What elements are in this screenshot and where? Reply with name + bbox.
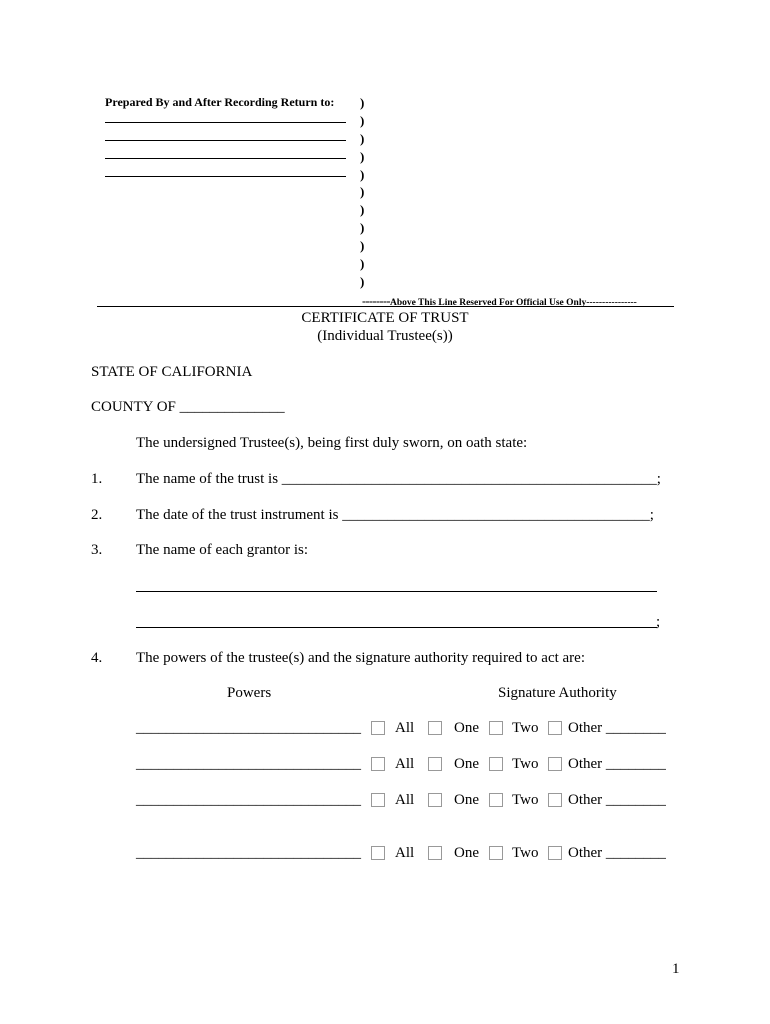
all-label: All	[395, 756, 415, 772]
paren-mark: )	[360, 95, 365, 110]
one-checkbox[interactable]	[428, 846, 442, 860]
paren-mark: )	[360, 238, 365, 253]
official-use-dashes-right: ----------------	[586, 298, 637, 308]
item-number: 1.	[91, 471, 103, 487]
signature-authority-header: Signature Authority	[498, 685, 617, 701]
return-address-line-2[interactable]	[105, 140, 346, 141]
return-address-line-1[interactable]	[105, 122, 346, 123]
paren-mark: )	[360, 202, 365, 217]
grantor-line-end: ;	[656, 614, 661, 630]
power-field[interactable]: ______________________________	[136, 720, 361, 736]
other-checkbox[interactable]	[548, 721, 562, 735]
prepared-by-label: Prepared By and After Recording Return to:	[105, 95, 335, 109]
paren-mark: )	[360, 184, 365, 199]
two-checkbox[interactable]	[489, 793, 503, 807]
all-label: All	[395, 845, 415, 861]
one-label: One	[454, 756, 479, 772]
paren-mark: )	[360, 149, 365, 164]
official-use-dashes-left: --------	[362, 294, 390, 308]
two-label: Two	[512, 845, 539, 861]
oath-statement: The undersigned Trustee(s), being first duly sworn, on oath state:	[136, 435, 528, 451]
all-checkbox[interactable]	[371, 793, 385, 807]
two-checkbox[interactable]	[489, 846, 503, 860]
item-number: 4.	[91, 650, 103, 666]
two-label: Two	[512, 792, 539, 808]
other-field[interactable]: Other ________	[568, 845, 666, 861]
paren-mark: )	[360, 113, 365, 128]
other-field[interactable]: Other ________	[568, 720, 666, 736]
other-checkbox[interactable]	[548, 846, 562, 860]
two-label: Two	[512, 720, 539, 736]
power-field[interactable]: ______________________________	[136, 792, 361, 808]
two-checkbox[interactable]	[489, 721, 503, 735]
paren-mark: )	[360, 256, 365, 271]
document-subtitle: (Individual Trustee(s))	[317, 328, 453, 344]
one-checkbox[interactable]	[428, 721, 442, 735]
powers-statement: The powers of the trustee(s) and the signature authority required to act are:	[136, 650, 585, 666]
paren-mark: )	[360, 220, 365, 235]
item-number: 3.	[91, 542, 103, 558]
all-checkbox[interactable]	[371, 757, 385, 771]
two-label: Two	[512, 756, 539, 772]
return-address-line-4[interactable]	[105, 176, 346, 177]
all-checkbox[interactable]	[371, 846, 385, 860]
official-use-divider	[97, 306, 674, 307]
other-checkbox[interactable]	[548, 757, 562, 771]
one-label: One	[454, 720, 479, 736]
item-number: 2.	[91, 507, 103, 523]
grantor-line-2[interactable]	[136, 627, 657, 628]
page-number: 1	[672, 961, 680, 977]
power-field[interactable]: ______________________________	[136, 845, 361, 861]
official-use-text: Above This Line Reserved For Official Use Only	[389, 298, 587, 308]
trust-name-field[interactable]: The name of the trust is __________________________________________________;	[136, 471, 661, 487]
other-checkbox[interactable]	[548, 793, 562, 807]
power-field[interactable]: ______________________________	[136, 756, 361, 772]
all-label: All	[395, 720, 415, 736]
all-checkbox[interactable]	[371, 721, 385, 735]
paren-mark: )	[360, 274, 365, 289]
other-field[interactable]: Other ________	[568, 756, 666, 772]
document-title: CERTIFICATE OF TRUST	[301, 310, 469, 326]
paren-mark: )	[360, 167, 365, 182]
one-label: One	[454, 845, 479, 861]
two-checkbox[interactable]	[489, 757, 503, 771]
grantor-line-1[interactable]	[136, 591, 657, 592]
county-line[interactable]: COUNTY OF ______________	[91, 399, 285, 415]
one-checkbox[interactable]	[428, 793, 442, 807]
state-line: STATE OF CALIFORNIA	[91, 364, 253, 380]
paren-mark: )	[360, 131, 365, 146]
trust-date-field[interactable]: The date of the trust instrument is _________________________________________;	[136, 507, 654, 523]
one-label: One	[454, 792, 479, 808]
return-address-line-3[interactable]	[105, 158, 346, 159]
grantor-label: The name of each grantor is:	[136, 542, 309, 558]
one-checkbox[interactable]	[428, 757, 442, 771]
powers-header: Powers	[227, 685, 272, 701]
other-field[interactable]: Other ________	[568, 792, 666, 808]
all-label: All	[395, 792, 415, 808]
